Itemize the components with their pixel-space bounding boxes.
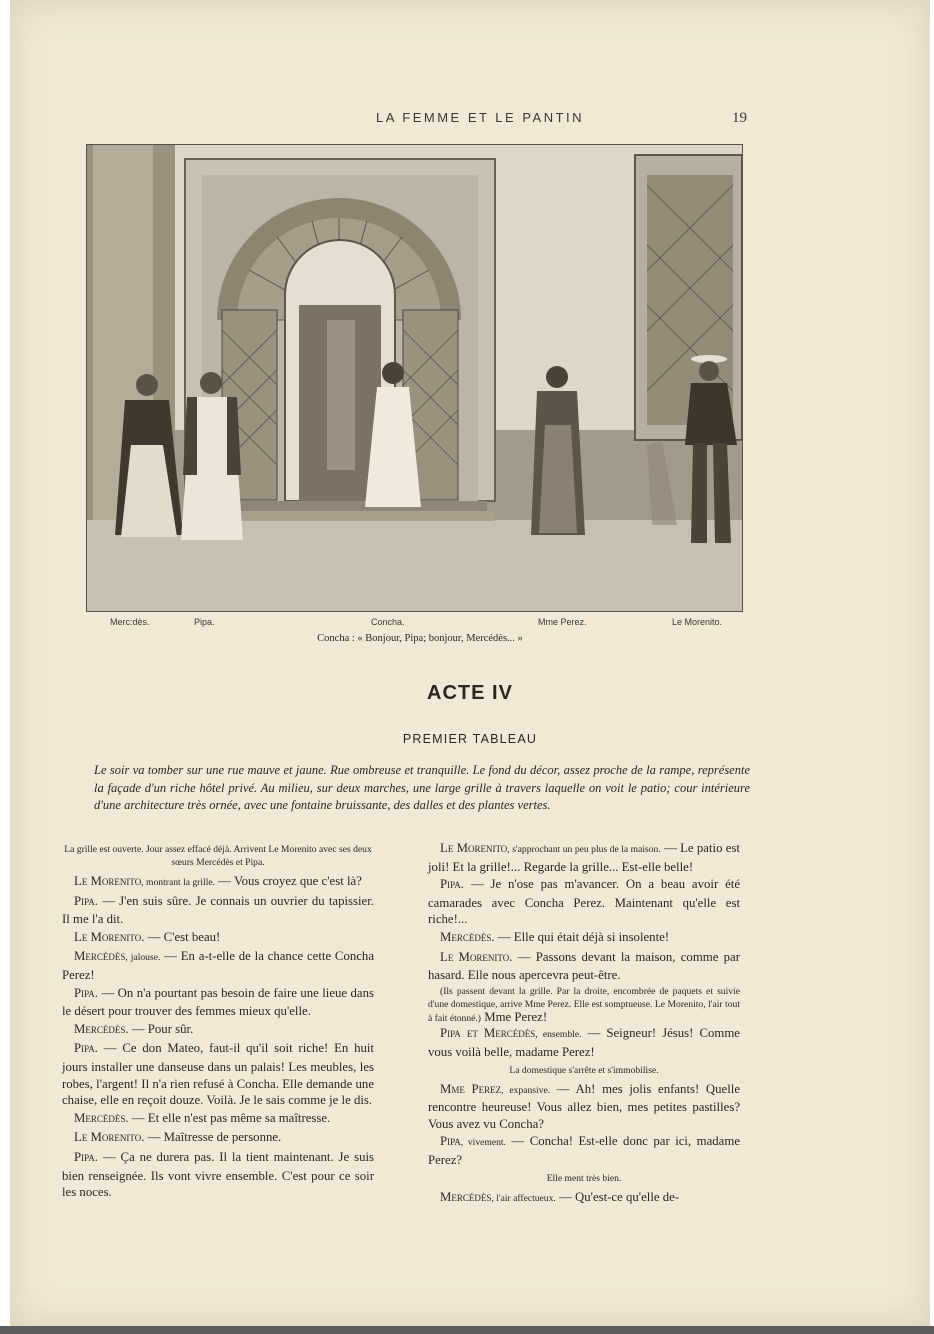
photo-caption-quote: Concha : « Bonjour, Pipa; bonjour, Mercédès... » — [317, 633, 523, 644]
stage-direction-inline: Elle ment très bien. — [546, 1172, 622, 1184]
speech: Mercédès, jalouse. — En a-t-elle de la chance cette Concha Perez! — [62, 949, 375, 982]
speech: Le Morenito. — C'est beau! — [74, 929, 221, 944]
speech: Pipa. — On n'a pourtant pas besoin de faire une lieue dans le désert pour trouver des femmes mieux qu'elle. — [62, 985, 374, 1019]
speech: Le Morenito. — Maîtresse de personne. — [74, 1130, 282, 1145]
speech: Mercédès. — Pour sûr. — [74, 1021, 194, 1036]
stage-direction: Le soir va tomber sur une rue mauve et jaune. Rue ombreuse et tranquille. Le fond du décor, assez proche de la rampe, représente la façade d'un riche hôtel privé. Au milieu, sur deux marches, une large grille à travers laquelle on voit le patio; cour intérieure d'une architecture très ornée, avec une fontaine bruissante, des dalles et des plantes vertes. — [94, 763, 750, 812]
stage-direction-inline: La domestique s'arrête et s'immobilise. — [509, 1064, 659, 1076]
speech: Pipa. — Ça ne durera pas. Il la tient maintenant. Je suis bien renseignée. Ils vont vivre ensemble. C'est pour ce soir les noces. — [62, 1149, 374, 1200]
caption-pipa: Pipa. — [194, 617, 215, 627]
opening-direction: La grille est ouverte. Jour assez effacé déjà. Arrivent Le Morenito avec ses deux sœurs Mercédès et Pipa. — [64, 844, 372, 868]
speech: Le Morenito, montrant la grille. — Vous croyez que c'est là? — [74, 874, 362, 888]
left-column — [62, 840, 374, 1202]
speech: Pipa et Mercédès, ensemble. — Seigneur! Jésus! Comme vous voilà belle, madame Perez! — [428, 1026, 740, 1059]
speech: Mme Perez, expansive. — Ah! mes jolis enfants! Quelle rencontre heureuse! Vous allez bien, mes petites pastilles? Vous avez vu Concha? — [428, 1081, 740, 1131]
running-title: LA FEMME ET LE PANTIN — [375, 110, 585, 125]
figure-mme-perez — [531, 366, 585, 535]
caption-le-morenito: Le Morenito. — [672, 617, 723, 627]
tableau-title: PREMIER TABLEAU — [402, 732, 538, 746]
act-title: ACTE IV — [427, 682, 513, 704]
stage-direction-inline: (Ils passent devant la grille. Par la droite, encombrée de paquets et suivie d'une domestique, arrive Mme Perez. Elle est somptueuse. Le Morenito, l'air tout à fait étonné.) Mme Perez! — [428, 985, 740, 1025]
stage-photograph — [86, 144, 743, 612]
speech: Le Morenito. — Passons devant la maison, comme par hasard. Elle nous apercevra peut-être. — [428, 949, 740, 983]
speech: Mercédès. — Elle qui était déjà si insolente! — [440, 929, 670, 944]
right-column — [428, 840, 740, 1208]
speech: Pipa, vivement. — Concha! Est-elle donc par ici, madame Perez? — [428, 1134, 740, 1167]
caption-mme-perez: Mme Perez. — [538, 617, 587, 627]
caption-concha: Concha. — [371, 617, 405, 627]
caption-mercedes: Merc:dès. — [110, 617, 150, 627]
bottom-edge-bar — [0, 1326, 934, 1334]
page-number: 19 — [732, 110, 747, 126]
speech: Pipa. — J'en suis sûre. Je connais un ouvrier du tapissier. Il me l'a dit. — [62, 893, 374, 927]
book-page — [10, 0, 930, 1326]
speech: Pipa. — Je n'ose pas m'avancer. On a beau avoir été camarades avec Concha Perez. Maintenant qu'elle est riche!... — [428, 877, 740, 927]
figure-pipa — [181, 372, 243, 540]
stage-photo-drawing — [87, 145, 742, 611]
speech: Pipa. — Ce don Mateo, faut-il qu'il soit riche! En huit jours installer une danseuse dans un palais! Les meubles, les robes, l'argent! Il n'a rien refusé à Concha. Elle demande une chaise, elle en reçoit douze. Voilà. Je le sais comme je le dis. — [62, 1041, 374, 1108]
speech: Mercédès. — Et elle n'est pas même sa maîtresse. — [74, 1110, 331, 1125]
speech: Mercédès, l'air affectueux. — Qu'est-ce qu'elle de- — [440, 1189, 680, 1204]
speech: Le Morenito, s'approchant un peu plus de la maison. — Le patio est joli! Et la grille!... Regarde la grille... Est-elle belle! — [428, 841, 740, 874]
